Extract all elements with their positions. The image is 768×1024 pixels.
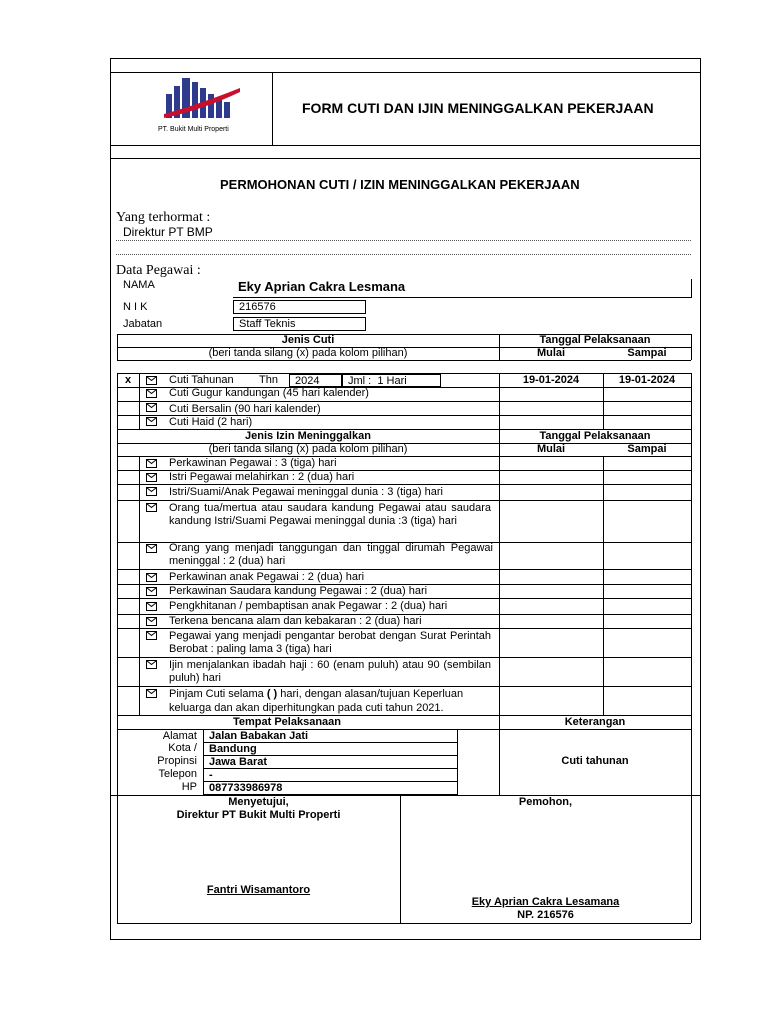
izin-instruction: (beri tanda silang (x) pada kolom pilihan) <box>208 443 408 455</box>
izin-mulai-heading: Mulai <box>536 443 566 455</box>
jml-field[interactable] <box>342 374 441 387</box>
cuti-date-line-3 <box>499 415 691 416</box>
nama-field[interactable]: Eky Aprian Cakra Lesmana <box>233 279 692 298</box>
cuti-mulai-heading: Mulai <box>536 347 566 359</box>
pemohon-label: Pemohon, <box>518 796 573 808</box>
izin-item: Perkawinan anak Pegawai : 2 (dua) hari <box>169 571 365 583</box>
izin-row-line <box>117 500 691 501</box>
telepon-field[interactable]: - <box>203 768 458 782</box>
header-divider <box>272 72 273 145</box>
izin-date-heading: Tanggal Pelaksanaan <box>539 430 651 442</box>
jml-value: 1 Hari <box>377 375 407 387</box>
pinjam-line-2: keluarga dan akan diperhitungkan pada cuti tahun 2021. <box>169 702 444 714</box>
envelope-x-icon[interactable] <box>146 689 157 698</box>
propinsi-field[interactable]: Jawa Barat <box>203 755 458 769</box>
izin-row-line <box>117 569 691 570</box>
keterangan-heading: Keterangan <box>564 716 626 728</box>
izin-rows-right <box>691 456 692 715</box>
envelope-x-icon[interactable] <box>146 544 157 553</box>
cuti-header-right <box>691 334 692 360</box>
izin-row-line <box>117 628 691 629</box>
cuti-date-heading: Tanggal Pelaksanaan <box>539 334 651 346</box>
recipient-dotted-line-2 <box>116 254 691 255</box>
izin-item: Orang tua/mertua atau saudara kandung Pegawai atau saudara kandung Istri/Suami Pegawai meninggal dunia :3 (tiga) hari <box>169 502 491 527</box>
cuti-mark-col <box>139 373 140 429</box>
izin-mark-col <box>139 456 140 715</box>
izin-item: Istri Pegawai melahirkan : 2 (dua) hari <box>169 471 355 483</box>
alamat-label: Alamat <box>162 730 197 742</box>
tempat-right <box>691 715 692 795</box>
envelope-x-icon[interactable] <box>146 417 157 426</box>
envelope-x-icon[interactable] <box>146 487 157 496</box>
recipient-dotted-line <box>116 240 691 241</box>
salutation: Yang terhormat : <box>116 210 211 225</box>
envelope-x-icon[interactable] <box>146 602 157 611</box>
izin-item: Ijin menjalankan ibadah haji : 60 (enam puluh) atau 90 (sembilan puluh) hari <box>169 659 491 684</box>
izin-item: Istri/Suami/Anak Pegawai meninggal dunia : 3 (tiga) hari <box>169 486 443 498</box>
izin-rows-left <box>117 456 118 715</box>
cuti-item: Cuti Haid (2 hari) <box>169 416 253 428</box>
izin-item: Pegawai yang menjadi pengantar berobat dengan Surat Perintah Berobat : paling lama 3 (tiga) hari <box>169 630 491 655</box>
thn-label: Thn <box>259 374 278 386</box>
envelope-x-icon[interactable] <box>146 403 157 412</box>
izin-item: Perkawinan Saudara kandung Pegawai : 2 (dua) hari <box>169 585 428 597</box>
form-title: FORM CUTI DAN IJIN MENINGGALKAN PEKERJAAN <box>302 100 654 116</box>
applicant-np: NP. 216576 <box>517 909 574 921</box>
jabatan-field[interactable]: Staff Teknis <box>233 317 366 331</box>
izin-header-right <box>691 429 692 456</box>
izin-heading: Jenis Izin Meninggalkan <box>245 430 371 442</box>
cuti-end-date: 19-01-2024 <box>618 374 676 386</box>
izin-row-line <box>117 657 691 658</box>
company-logo <box>160 74 245 122</box>
telepon-label: Telepon <box>158 768 197 780</box>
director-title: Direktur PT Bukit Multi Properti <box>176 809 341 821</box>
recipient-name: Direktur PT BMP <box>123 225 213 239</box>
envelope-x-icon[interactable] <box>146 459 157 468</box>
pinjam-text-b: hari, dengan alasan/tujuan Keperluan <box>280 688 464 700</box>
envelope-x-icon[interactable] <box>146 376 157 385</box>
nik-label: N I K <box>123 301 148 313</box>
header-bottom-rule <box>110 145 701 146</box>
izin-row-line <box>117 598 691 599</box>
izin-row-line <box>117 686 691 687</box>
izin-sampai-heading: Sampai <box>627 443 667 455</box>
envelope-x-icon[interactable] <box>146 617 157 626</box>
cuti-instruction: (beri tanda silang (x) pada kolom pilihan) <box>208 347 408 359</box>
izin-date-split <box>603 456 604 715</box>
envelope-x-icon[interactable] <box>146 389 157 398</box>
envelope-x-icon[interactable] <box>146 573 157 582</box>
cuti-item: Cuti Bersalin (90 hari kalender) <box>169 403 321 415</box>
cuti-date-line-2 <box>499 401 691 402</box>
nik-field[interactable]: 216576 <box>233 300 366 314</box>
envelope-x-icon[interactable] <box>146 503 157 512</box>
izin-row-line <box>117 484 691 485</box>
alamat-field[interactable]: Jalan Babakan Jati <box>203 729 458 743</box>
header-top-rule <box>110 72 701 73</box>
cuti-header-bottom <box>117 360 691 361</box>
hp-label: HP <box>181 781 197 793</box>
kota-label: Kota / <box>168 742 197 754</box>
izin-rows-split <box>499 456 500 715</box>
sign-right <box>691 795 692 923</box>
keterangan-value: Cuti tahunan <box>561 755 629 767</box>
nama-label: NAMA <box>123 279 155 291</box>
cuti-start-date: 19-01-2024 <box>522 374 580 386</box>
pinjam-days-field[interactable]: ( ) <box>266 688 278 700</box>
applicant-name-text: Eky Aprian Cakra Lesamana <box>471 896 620 908</box>
izin-item: Perkawinan Pegawai : 3 (tiga) hari <box>169 457 337 469</box>
subtitle: PERMOHONAN CUTI / IZIN MENINGGALKAN PEKERJAAN <box>220 177 580 192</box>
cuti-tahunan-mark[interactable]: x <box>124 374 132 386</box>
cuti-heading: Jenis Cuti <box>281 334 335 346</box>
director-name-text: Fantri Wisamantoro <box>206 884 311 896</box>
company-name: PT. Bukit Multi Properti <box>158 126 229 133</box>
tempat-heading: Tempat Pelaksanaan <box>232 716 341 728</box>
cuti-tahunan-label: Cuti Tahunan <box>169 374 234 386</box>
employee-heading: Data Pegawai : <box>116 263 201 278</box>
director-name <box>117 884 400 897</box>
year-field[interactable]: 2024 <box>289 374 342 387</box>
izin-item: Orang yang menjadi tanggungan dan tinggal dirumah Pegawai meninggal : 2 (dua) hari <box>169 542 493 567</box>
hp-field[interactable]: 087733986978 <box>203 781 458 795</box>
envelope-x-icon[interactable] <box>146 631 157 640</box>
envelope-x-icon[interactable] <box>146 473 157 482</box>
pinjam-text-a: Pinjam Cuti selama <box>169 688 264 700</box>
pinjam-line-1 <box>169 688 463 701</box>
izin-item: Terkena bencana alam dan kebakaran : 2 (dua) hari <box>169 615 422 627</box>
menyetujui-label: Menyetujui, <box>228 796 289 808</box>
cuti-item: Cuti Gugur kandungan (45 hari kalender) <box>169 387 369 399</box>
cuti-row-line-2 <box>117 401 499 402</box>
cuti-sampai-heading: Sampai <box>627 347 667 359</box>
envelope-x-icon[interactable] <box>146 587 157 596</box>
izin-item: Pengkhitanan / pembaptisan anak Pegawar : 2 (dua) hari <box>169 600 448 612</box>
envelope-x-icon[interactable] <box>146 660 157 669</box>
propinsi-label: Propinsi <box>157 755 197 767</box>
cuti-date-right <box>691 373 692 429</box>
jabatan-label: Jabatan <box>123 318 163 330</box>
kota-field[interactable]: Bandung <box>203 742 458 756</box>
sign-bottom <box>117 923 691 924</box>
applicant-name <box>400 896 691 909</box>
jml-label: Jml : <box>348 375 372 387</box>
header-second-rule <box>110 158 701 159</box>
cuti-date-line-1 <box>499 387 691 388</box>
